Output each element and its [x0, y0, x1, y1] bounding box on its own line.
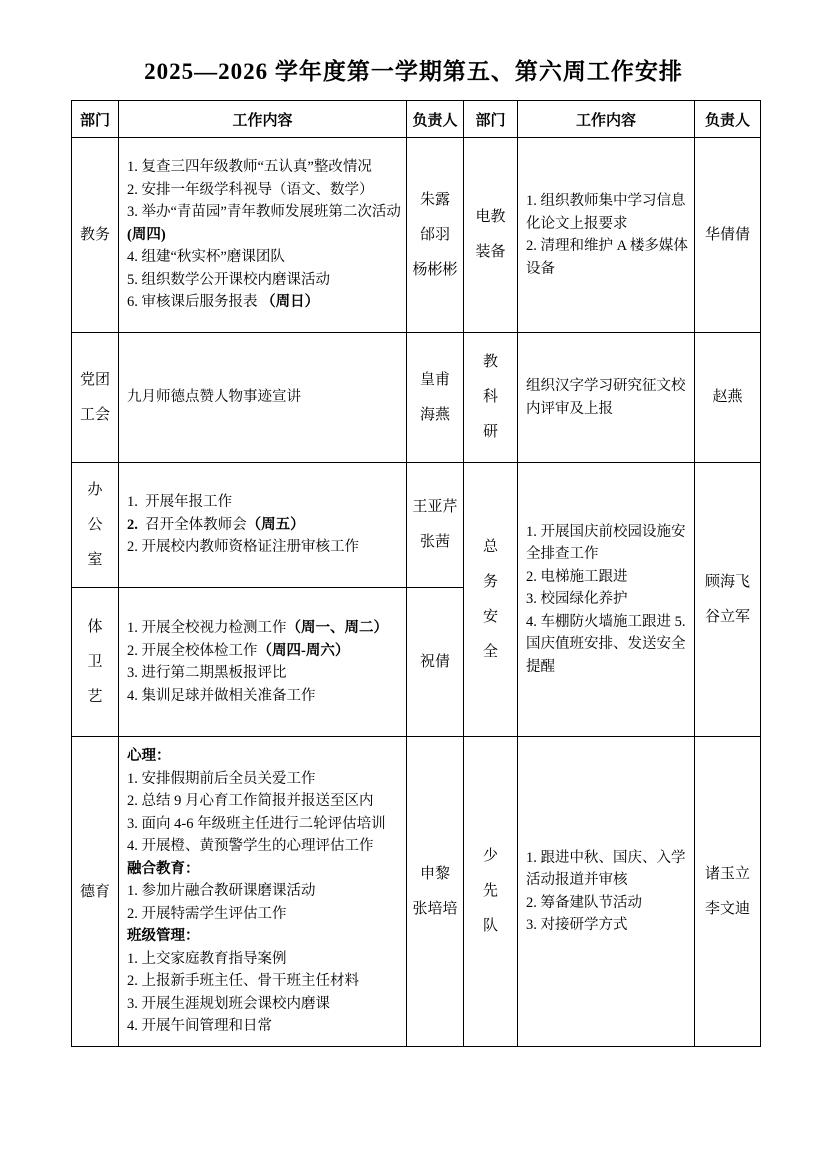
- text-line: [695, 600, 760, 635]
- text-segment: 2. 清理和维护 A 楼多媒体设备: [526, 238, 688, 277]
- text-segment: 2. 上报新手班主任、骨干班主任材料: [127, 973, 359, 990]
- text-line: [127, 948, 402, 971]
- bold-text-segment: （周五）: [246, 516, 305, 533]
- text-segment: 公: [87, 516, 103, 533]
- text-line: [127, 246, 402, 269]
- text-segment: 张茜: [419, 534, 450, 550]
- text-segment: 赵燕: [712, 389, 743, 405]
- bold-text-segment: 融合教育：: [127, 860, 200, 877]
- text-line: [127, 201, 402, 246]
- text-line: [526, 611, 690, 679]
- text-segment: 祝倩: [419, 653, 450, 670]
- content-bangongshi: [119, 463, 407, 588]
- text-line: [407, 892, 463, 927]
- text-line: [72, 882, 118, 902]
- text-line: [72, 363, 118, 398]
- dept-deyu: [72, 737, 119, 1047]
- dept-shaoxiandui: [464, 737, 518, 1047]
- text-segment: 海燕: [419, 406, 450, 423]
- page-title: 2025—2026 学年度第一学期第五、第六周工作安排: [144, 59, 683, 84]
- text-line: [127, 790, 402, 813]
- text-line: [127, 617, 402, 640]
- dept-dianjiao-zhuangbei: [464, 138, 518, 333]
- header-person-left: 负责人: [407, 101, 464, 138]
- text-line: [72, 508, 118, 543]
- text-line: [127, 179, 402, 202]
- dept-bangongshi: [72, 463, 119, 588]
- text-segment: 室: [87, 551, 103, 568]
- text-segment: 华倩倩: [704, 226, 750, 243]
- text-segment: 2. 开展全校体检工作: [127, 642, 258, 659]
- content-jiaowu: [119, 138, 407, 333]
- text-segment: 2. 筹备建队节活动: [526, 894, 642, 911]
- content-jiaokeyan: [518, 333, 695, 463]
- header-content-right: 工作内容: [518, 101, 695, 138]
- text-segment: 张培培: [412, 900, 458, 917]
- text-segment: 工会: [79, 406, 110, 423]
- text-segment: 全: [482, 643, 498, 660]
- text-line: [407, 645, 463, 680]
- persons-dangtuan-gonghui: [407, 333, 464, 463]
- content-zongwu-anquan: [518, 463, 695, 737]
- text-segment: 研: [482, 424, 498, 440]
- text-line: [695, 857, 760, 892]
- text-line: [127, 640, 402, 663]
- text-line: [127, 880, 402, 903]
- text-segment: 顾海飞: [704, 573, 750, 590]
- text-segment: 3. 面向 4-6 年级班主任进行二轮评估培训: [127, 815, 386, 832]
- text-line: [127, 1015, 402, 1038]
- text-segment: 装备: [475, 244, 506, 260]
- text-segment: 召开全体教师会: [137, 516, 247, 533]
- text-line: [127, 514, 402, 537]
- text-segment: 九月师德点赞人物事迹宣讲: [127, 389, 301, 406]
- text-line: [127, 536, 402, 559]
- text-segment: 谷立军: [704, 608, 750, 625]
- persons-bangongshi: [407, 463, 464, 588]
- text-line: [464, 635, 517, 670]
- text-line: [464, 874, 517, 909]
- text-line: [526, 190, 690, 235]
- text-segment: 办: [87, 481, 103, 498]
- text-line: [127, 813, 402, 836]
- text-line: [72, 680, 118, 715]
- text-segment: 3. 对接研学方式: [526, 917, 628, 933]
- text-segment: 艺: [87, 688, 103, 705]
- bold-text-segment: 班级管理：: [127, 928, 200, 945]
- content-tiweiyi: [119, 588, 407, 737]
- text-segment: 1. 复查三四年级教师“五认真”整改情况: [127, 159, 372, 176]
- text-line: [464, 909, 517, 944]
- text-line: [407, 490, 463, 525]
- text-line: [127, 768, 402, 791]
- text-line: [526, 521, 690, 566]
- text-segment: 4. 车棚防火墙施工跟进 5. 国庆值班安排、发送安全提醒: [526, 613, 690, 675]
- text-line: [127, 835, 402, 858]
- text-segment: 1. 组织教师集中学习信息化论文上报要求: [526, 193, 686, 232]
- text-segment: 教: [482, 354, 498, 370]
- text-line: [407, 398, 463, 433]
- text-segment: 3. 校园绿化养护: [526, 591, 628, 608]
- text-segment: 4. 开展橙、黄预警学生的心理评估工作: [127, 838, 374, 855]
- text-segment: 2. 电梯施工跟进: [526, 568, 628, 585]
- bold-text-segment: （周一、周二）: [286, 620, 388, 636]
- text-segment: 1. 开展国庆前校园设施安全排查工作: [526, 523, 686, 563]
- text-line: [127, 291, 402, 314]
- text-segment: 1. 上交家庭教育指导案例: [127, 950, 287, 967]
- text-line: [526, 588, 690, 611]
- text-line: [127, 491, 402, 514]
- text-segment: 队: [482, 918, 498, 934]
- text-segment: 教务: [79, 227, 110, 243]
- text-line: [407, 218, 463, 253]
- work-schedule-table: [71, 100, 761, 1047]
- text-segment: 朱露: [419, 191, 450, 208]
- dept-jiaokeyan: [464, 333, 518, 463]
- text-segment: 2. 开展特需学生评估工作: [127, 905, 287, 922]
- bold-text-segment: 心理：: [127, 748, 171, 765]
- text-segment: 科: [482, 389, 498, 405]
- text-line: [127, 925, 402, 948]
- text-line: [72, 543, 118, 578]
- dept-tiweiyi: [72, 588, 119, 737]
- text-line: [464, 200, 517, 235]
- text-line: [407, 363, 463, 398]
- text-segment: 4. 组建“秋实杯”磨课团队: [127, 249, 285, 266]
- text-line: [127, 993, 402, 1016]
- text-segment: 少: [482, 848, 498, 864]
- text-segment: 4. 开展午间管理和日常: [127, 1018, 272, 1035]
- row-jiaowu-dianjiao: [72, 138, 761, 333]
- header-row: [72, 101, 761, 138]
- text-line: [464, 530, 517, 565]
- content-shaoxiandui: [518, 737, 695, 1047]
- text-segment: 1. 开展年报工作: [127, 494, 233, 511]
- text-line: [407, 857, 463, 892]
- text-line: [127, 156, 402, 179]
- content-dangtuan-gonghui: [119, 333, 407, 463]
- persons-dianjiao-zhuangbei: [695, 138, 761, 333]
- text-segment: 务: [482, 573, 498, 590]
- text-segment: 邰羽: [419, 226, 450, 243]
- text-line: [127, 745, 402, 768]
- bold-text-segment: 2.: [127, 516, 138, 533]
- text-segment: 申黎: [419, 865, 450, 882]
- text-line: [526, 914, 690, 937]
- row-bangongshi-zongwu: [72, 463, 761, 588]
- text-line: [72, 225, 118, 245]
- text-line: [464, 565, 517, 600]
- text-segment: 3. 进行第二期黑板报评比: [127, 665, 287, 681]
- text-line: [72, 610, 118, 645]
- text-segment: 杨彬彬: [412, 261, 458, 278]
- row-deyu-shaoxiandui: [72, 737, 761, 1047]
- dept-dangtuan-gonghui: [72, 333, 119, 463]
- text-line: [127, 970, 402, 993]
- text-segment: 2. 开展校内教师资格证注册审核工作: [127, 539, 359, 556]
- persons-jiaowu: [407, 138, 464, 333]
- text-segment: 卫: [87, 653, 103, 670]
- text-line: [526, 892, 690, 915]
- persons-zongwu-anquan: [695, 463, 761, 737]
- dept-jiaowu: [72, 138, 119, 333]
- text-line: [407, 183, 463, 218]
- text-segment: 李文迪: [704, 900, 750, 917]
- text-segment: 诸玉立: [704, 865, 750, 882]
- text-segment: 电教: [475, 209, 506, 225]
- text-segment: 党团: [79, 371, 110, 388]
- text-segment: 皇甫: [419, 371, 450, 388]
- header-dept-right: 部门: [464, 101, 518, 138]
- text-line: [127, 858, 402, 881]
- text-line: [72, 473, 118, 508]
- text-line: [464, 415, 517, 450]
- text-line: [695, 892, 760, 927]
- text-line: [695, 218, 760, 253]
- text-line: [526, 375, 690, 420]
- bold-text-segment: (周四): [127, 226, 166, 243]
- text-line: [695, 565, 760, 600]
- text-line: [464, 235, 517, 270]
- bold-text-segment: （周日）: [261, 294, 320, 311]
- text-line: [464, 839, 517, 874]
- text-segment: 1. 安排假期前后全员关爱工作: [127, 770, 316, 787]
- row-dangtuan-jiaokeyan: [72, 333, 761, 463]
- header-content-left: 工作内容: [119, 101, 407, 138]
- persons-deyu: [407, 737, 464, 1047]
- text-line: [464, 345, 517, 380]
- text-line: [72, 645, 118, 680]
- text-segment: 3. 开展生涯规划班会课校内磨课: [127, 995, 330, 1012]
- text-segment: 组织汉字学习研究征文校内评审及上报: [526, 378, 686, 417]
- text-segment: 安: [482, 608, 498, 625]
- text-segment: 先: [482, 883, 498, 899]
- text-segment: 4. 集训足球并做相关准备工作: [127, 687, 316, 704]
- text-line: [526, 847, 690, 892]
- persons-shaoxiandui: [695, 737, 761, 1047]
- text-segment: 体: [87, 618, 103, 635]
- text-line: [407, 525, 463, 560]
- text-segment: 王亚芹: [412, 499, 458, 515]
- content-dianjiao-zhuangbei: [518, 138, 695, 333]
- text-line: [526, 566, 690, 589]
- text-line: [464, 380, 517, 415]
- text-line: [127, 662, 402, 685]
- persons-jiaokeyan: [695, 333, 761, 463]
- text-segment: 1. 跟进中秋、国庆、入学活动报道并审核: [526, 849, 686, 888]
- text-line: [526, 235, 690, 280]
- header-dept-left: 部门: [72, 101, 119, 138]
- text-line: [127, 386, 402, 409]
- persons-tiweiyi: [407, 588, 464, 737]
- header-person-right: 负责人: [695, 101, 761, 138]
- text-segment: 总: [482, 538, 498, 555]
- text-segment: 1. 参加片融合教研课磨课活动: [127, 883, 316, 900]
- text-line: [464, 600, 517, 635]
- text-segment: 3. 举办“青苗园”青年教师发展班第二次活动: [127, 204, 401, 221]
- text-segment: 2. 安排一年级学科视导（语文、数学）: [127, 181, 374, 198]
- text-segment: 5. 组织数学公开课校内磨课活动: [127, 271, 330, 288]
- text-line: [695, 380, 760, 415]
- text-segment: 2. 总结 9 月心育工作简报并报送至区内: [127, 793, 374, 810]
- dept-zongwu-anquan: [464, 463, 518, 737]
- content-deyu: [119, 737, 407, 1047]
- text-line: [407, 253, 463, 288]
- text-segment: 6. 审核课后服务报表: [127, 294, 262, 311]
- text-line: [127, 685, 402, 708]
- text-line: [127, 903, 402, 926]
- text-line: [127, 269, 402, 292]
- bold-text-segment: （周四-周六）: [257, 642, 350, 659]
- text-line: [72, 398, 118, 433]
- text-segment: 德育: [79, 883, 110, 900]
- text-segment: 1. 开展全校视力检测工作: [127, 620, 287, 636]
